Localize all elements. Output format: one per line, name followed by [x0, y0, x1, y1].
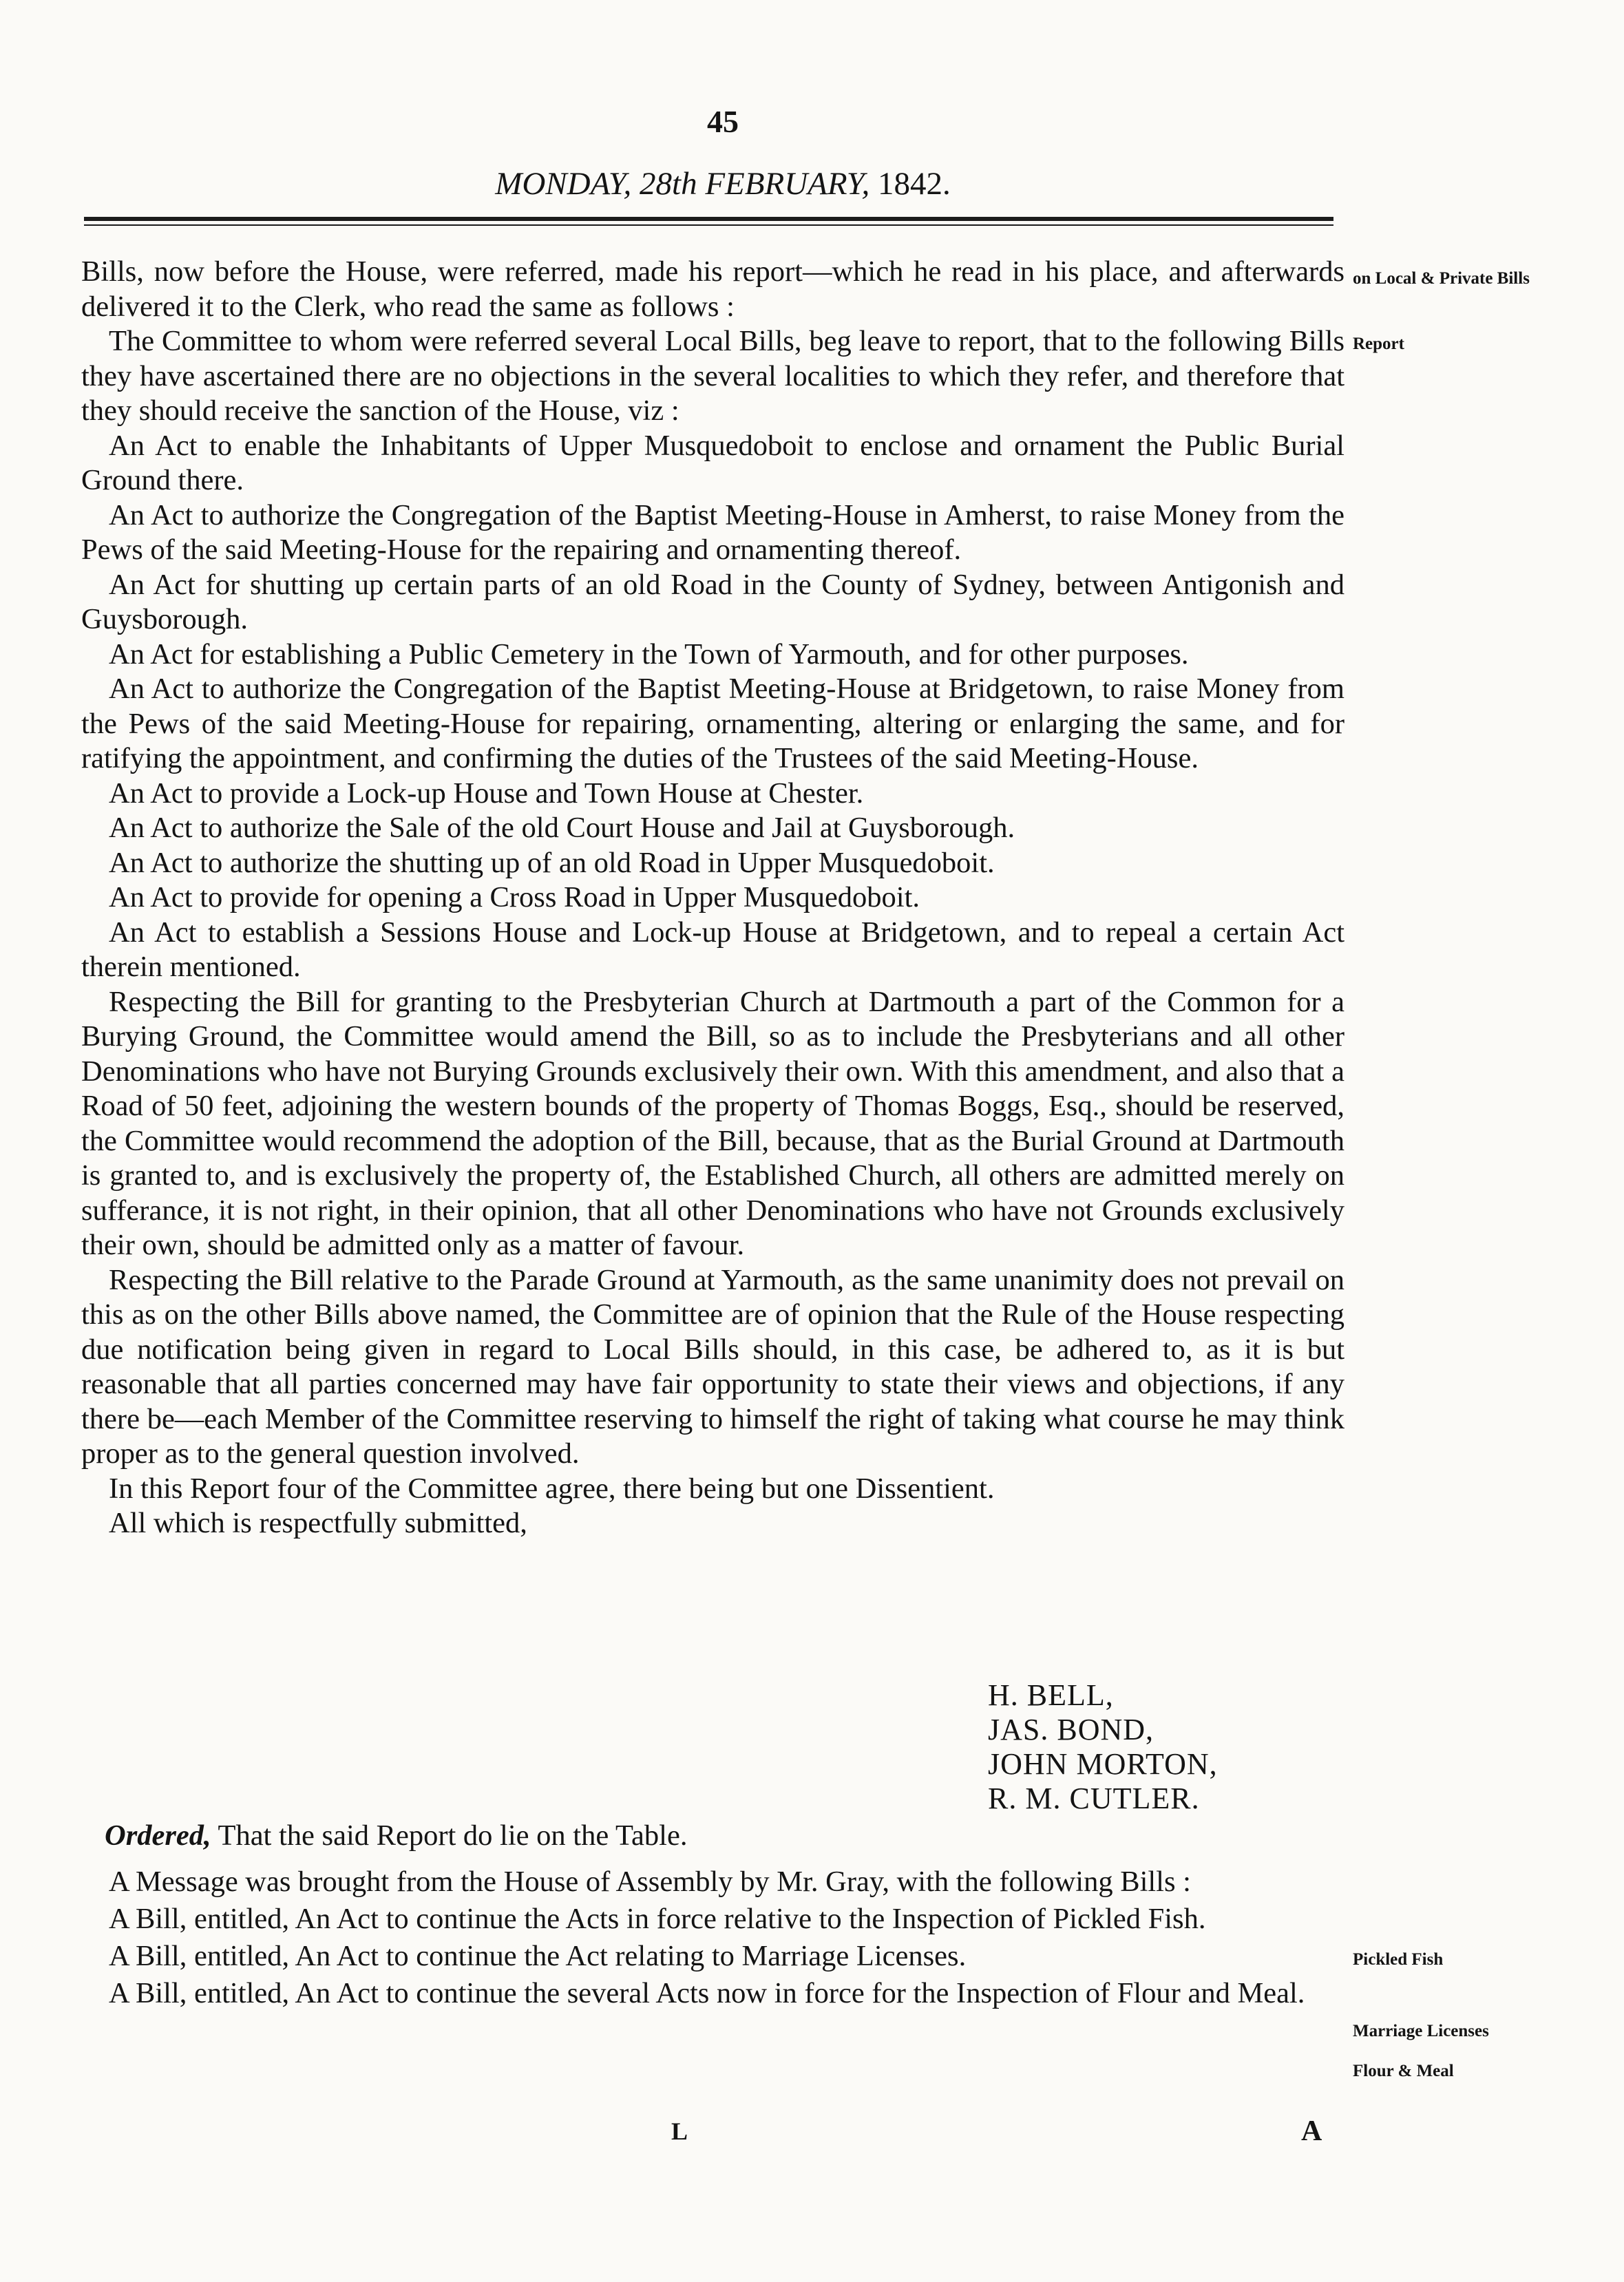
signature-line: H. BELL,: [988, 1678, 1114, 1712]
header-rule: [84, 217, 1333, 231]
margin-note-marriage-licenses: Marriage Licenses: [1353, 2022, 1489, 2040]
report-body: [81, 255, 1344, 1541]
header-rule-thin: [84, 224, 1333, 226]
margin-note-report: Report: [1353, 335, 1404, 353]
paragraph-act-bridgetown-sessions-house: An Act to establish a Sessions House and Lock-up House at Bridgetown, and to repeal a certain Act therein mentioned.: [81, 916, 1344, 983]
dateline-day: MONDAY, 28th FEBRUARY,: [495, 166, 870, 202]
running-head-dateline: [0, 165, 1446, 202]
margin-note-pickled-fish: Pickled Fish: [1353, 1950, 1444, 1969]
paragraph-message-intro: A Message was brought from the House of Assembly by Mr. Gray, with the following Bills :: [109, 1866, 1191, 1898]
dateline-year: 1842.: [878, 166, 951, 202]
paragraph-act-musquedoboit-old-road: An Act to authorize the shutting up of an old Road in Upper Musquedoboit.: [109, 846, 995, 879]
paragraph-bill-pickled-fish: A Bill, entitled, An Act to continue the Acts in force relative to the Inspection of Pickled Fish.: [109, 1903, 1206, 1935]
paragraph-committee-report: The Committee to whom were referred several Local Bills, beg leave to report, that to the following Bills they have ascertained there are no objections in the several localities to which they refer, and therefore that they should receive the sanction of the House, viz :: [81, 325, 1344, 427]
paragraph-act-sydney-road: An Act for shutting up certain parts of an old Road in the County of Sydney, between Antigonish and Guysborough.: [81, 568, 1344, 635]
paragraph-act-chester-lockup: An Act to provide a Lock-up House and Town House at Chester.: [109, 776, 864, 810]
paragraph-act-bridgetown-baptist: An Act to authorize the Congregation of the Baptist Meeting-House at Bridgetown, to raise Money from the Pews of the said Meeting-House for repairing, ornamenting, altering or enlarging the same, and for ratifying the appointment, and confirming the duties of the Trustees of the said Meeting-House.: [81, 673, 1344, 774]
paragraph-yarmouth-parade-ground: Respecting the Bill relative to the Parade Ground at Yarmouth, as the same unanimity does not prevail on this as on the other Bills above named, the Committee are of opinion that the Rule of the House respecting due notification being given in regard to Local Bills should, in this case, be adhered to, as it is but reasonable that all parties concerned may have fair opportunity to state their views and objections, if any there be—each Member of the Committee reserving to himself the right of taking what course he may think proper as to the general question involved.: [81, 1263, 1344, 1470]
paragraph-act-yarmouth-cemetery: An Act for establishing a Public Cemetery in the Town of Yarmouth, and for other purposes.: [109, 637, 1189, 670]
header-rule-thick: [84, 217, 1333, 221]
margin-note-flour-meal: Flour & Meal: [1353, 2062, 1454, 2080]
signature-line: JOHN MORTON,: [988, 1747, 1218, 1781]
committee-signatures: [988, 1678, 1218, 1816]
margin-note-local-private-bills: on Local & Private Bills: [1353, 269, 1530, 288]
ordered-text: That the said Report do lie on the Table.: [218, 1819, 688, 1852]
signature-line: JAS. BOND,: [988, 1713, 1154, 1746]
paragraph-bill-flour-meal: A Bill, entitled, An Act to continue the several Acts now in force for the Inspection of Flour and Meal.: [109, 1977, 1305, 2009]
paragraph-committee-agreement: In this Report four of the Committee agree, there being but one Dissentient.: [109, 1472, 995, 1505]
ordered-label: Ordered,: [105, 1819, 211, 1852]
paragraph-intro: Bills, now before the House, were referred, made his report—which he read in his place, and afterwards delivered it to the Clerk, who read the same as follows :: [81, 255, 1344, 323]
paragraph-submitted: All which is respectfully submitted,: [109, 1507, 527, 1539]
paragraph-act-amherst-baptist: An Act to authorize the Congregation of the Baptist Meeting-House in Amherst, to raise Money from the Pews of the said Meeting-House for the repairing and ornamenting thereof.: [81, 498, 1344, 566]
signature-line: R. M. CUTLER.: [988, 1782, 1200, 1815]
page-number: 45: [707, 104, 739, 139]
assembly-message: [81, 1866, 1344, 2014]
paragraph-act-musquedoboit-cross-road: An Act to provide for opening a Cross Road in Upper Musquedoboit.: [109, 881, 920, 913]
paragraph-bill-marriage-licenses: A Bill, entitled, An Act to continue the Act relating to Marriage Licenses.: [109, 1940, 967, 1972]
ordered-line: [105, 1819, 687, 1852]
paragraph-dartmouth-burying-ground: Respecting the Bill for granting to the Presbyterian Church at Dartmouth a part of the Common for a Burying Ground, the Committee would amend the Bill, so as to include the Presbyterians and all other Denominations who have not Burying Grounds exclusively their own. With this amendment, and also that a Road of 50 feet, adjoining the western bounds of the property of Thomas Boggs, Esq., should be reserved, the Committee would recommend the adoption of the Bill, because, that as the Burial Ground at Dartmouth is granted to, and is exclusively the property of, the Established Church, all others are admitted merely on sufferance, it is not right, in their opinion, that all other Denominations who have not Grounds exclusively their own, should be admitted only as a matter of favour.: [81, 985, 1344, 1261]
catchword: A: [1301, 2115, 1322, 2147]
footer-signature-mark: L: [671, 2117, 688, 2145]
paragraph-act-guysborough-court-house: An Act to authorize the Sale of the old Court House and Jail at Guysborough.: [109, 812, 1015, 844]
paragraph-act-upper-musquedoboit-burial: An Act to enable the Inhabitants of Upper Musquedoboit to enclose and ornament the Public Burial Ground there.: [81, 429, 1344, 496]
